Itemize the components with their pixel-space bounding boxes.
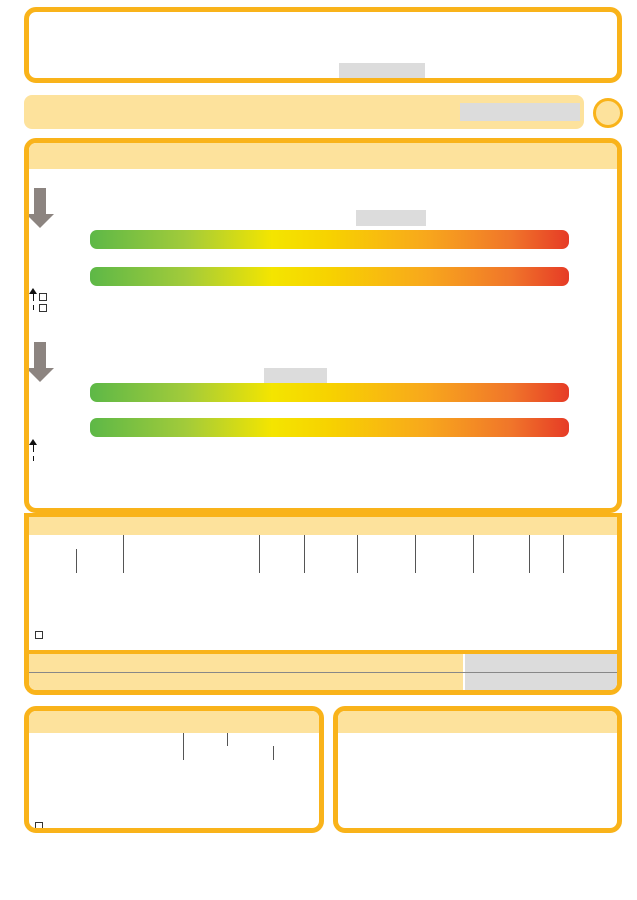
checkbox-icon[interactable] (39, 304, 47, 312)
waerme-comparison-arrow-icon (29, 288, 37, 310)
checkbox-kuehlung-enthalten[interactable] (39, 303, 53, 314)
header-waerme (304, 535, 358, 573)
erlaeuterungen-section (333, 706, 622, 833)
section-header (24, 95, 584, 129)
treibhausgas-row (29, 672, 619, 692)
document-header (24, 7, 622, 83)
strom-value-arrow-icon (29, 342, 51, 382)
header-energietraeger (123, 535, 259, 573)
gebaeudenutzung-title (29, 711, 319, 733)
header-heizung (473, 535, 529, 573)
strom-value-field (264, 368, 327, 384)
erlaeuterungen-text (338, 733, 617, 745)
header-strom (273, 746, 319, 760)
primaerenergie-value (465, 654, 619, 674)
waerme-scale-bar-bottom (90, 267, 569, 286)
waerme-value-arrow-icon (29, 188, 51, 228)
checkbox-icon[interactable] (35, 822, 43, 830)
header-strom (563, 535, 617, 573)
verbrauchserfassung-title (29, 513, 617, 535)
endenergie-title (29, 143, 617, 169)
header-kategorie (29, 733, 183, 760)
checkbox-icon[interactable] (35, 631, 43, 639)
header-von (29, 549, 76, 573)
checkbox-icon[interactable] (39, 293, 47, 301)
header-bis (76, 549, 123, 573)
header-zeitraum (29, 535, 123, 549)
header-primaerfaktor (259, 535, 304, 573)
registration-number-field (460, 103, 580, 121)
header-vergleichswerte (227, 733, 319, 746)
erlaeuterungen-title (338, 711, 617, 733)
strom-comparison-arrow-icon (29, 439, 37, 461)
gebaeudenutzung-section (24, 706, 324, 833)
checkbox-weitere-eintraege-nutzung[interactable] (35, 821, 49, 831)
consumption-table (29, 535, 617, 573)
waerme-value-field (356, 210, 426, 226)
checkbox-warmwasser-enthalten[interactable] (39, 292, 53, 303)
header-warmwasser (358, 535, 416, 573)
checkbox-weitere-eintraege[interactable] (35, 630, 49, 640)
header-anteil (183, 733, 227, 760)
page-number-badge (593, 98, 623, 128)
header-kaelte (416, 535, 474, 573)
header-waerme (227, 746, 273, 760)
verbrauchserfassung-section (24, 513, 622, 695)
treibhausgas-value (465, 673, 619, 693)
treibhausgas-label (29, 673, 463, 693)
header-klimafaktor (529, 535, 563, 573)
endenergie-section (24, 138, 622, 513)
strom-scale-bar-bottom (90, 418, 569, 437)
geg-date-field (339, 63, 425, 78)
usage-table (29, 733, 319, 760)
waerme-scale-bar-top (90, 230, 569, 249)
strom-scale-bar-top (90, 383, 569, 402)
primaerenergie-row (29, 650, 619, 674)
primaerenergie-label (29, 654, 463, 674)
